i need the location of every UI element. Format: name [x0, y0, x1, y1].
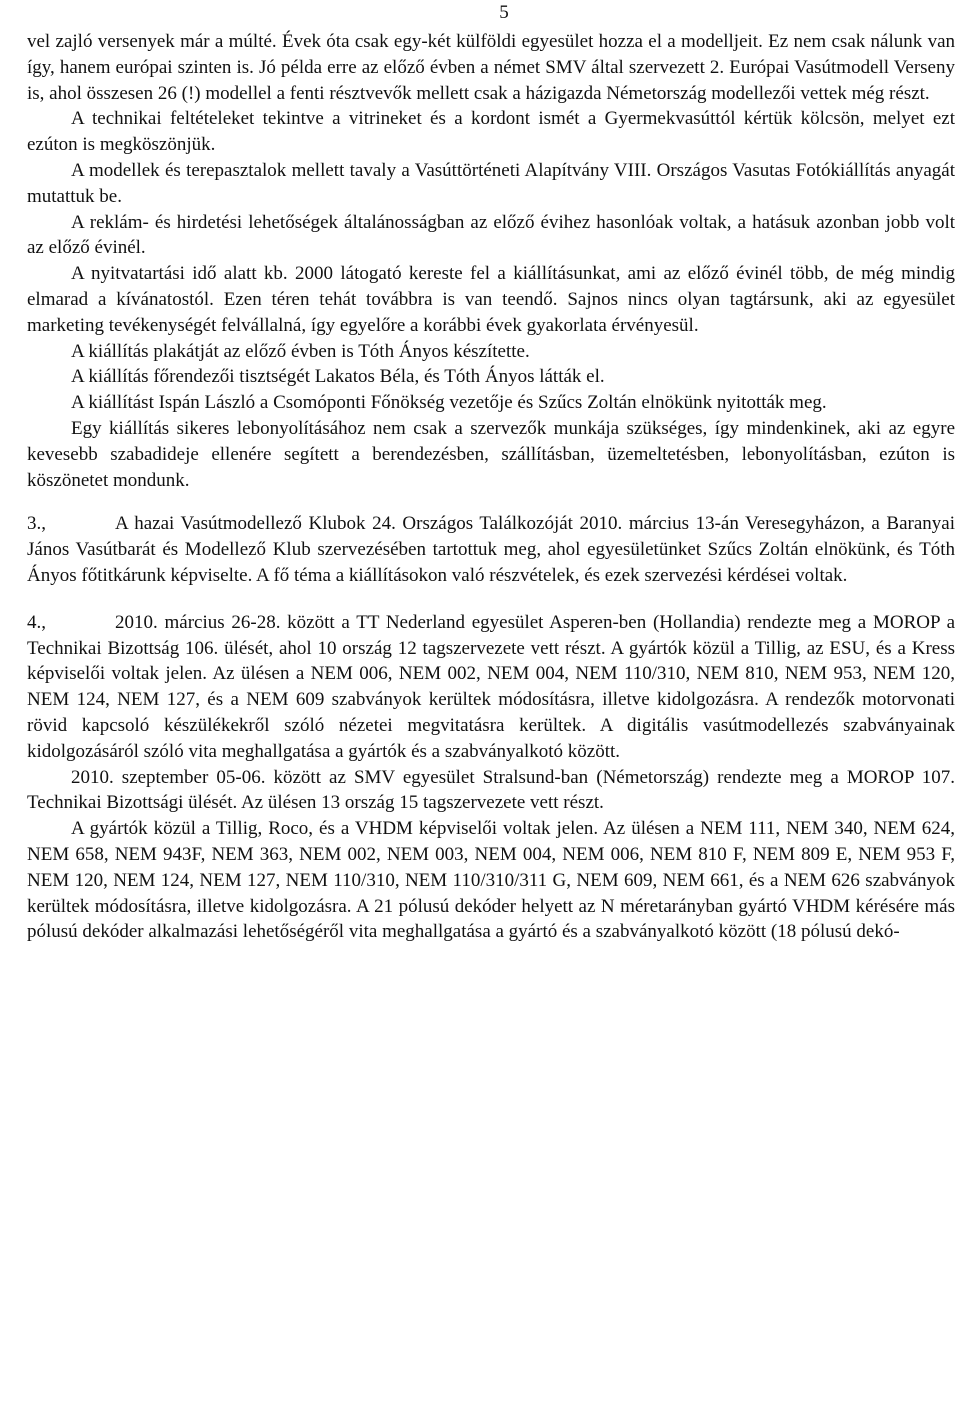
paragraph: A kiállítás plakátját az előző évben is Tóth Ányos készítette. — [71, 340, 530, 362]
numbered-section-4 — [27, 610, 955, 945]
section-number: 3., — [27, 513, 46, 535]
paragraph: A modellek és terepasztalok mellett tavaly a Vasúttörténeti Alapítvány VIII. Országos Vasutas Fotókiállítás anyagát mutattuk be. — [27, 159, 955, 207]
paragraph: A reklám- és hirdetési lehetőségek általánosságban az előző évihez hasonlóak voltak, a hatásuk azonban jobb volt az előző évinél. — [27, 211, 955, 259]
numbered-section-3 — [27, 511, 955, 588]
paragraph: A kiállítást Ispán László a Csomóponti Főnökség vezetője és Szűcs Zoltán elnökünk nyitották meg. — [71, 392, 827, 414]
paragraph: A hazai Vasútmodellező Klubok 24. Országos Találkozóját 2010. március 13-án Veresegyházon, a Baranyai János Vasútbarát és Modellező Klub szervezésében tartottuk meg, ahol egyesületünket Szűcs Zoltán elnökünk, és Tóth Ányos főtitkárunk képviselte. A fő téma a kiállításokon való részvételek, és ezek szervezési kérdései voltak. — [27, 513, 955, 586]
paragraph: 2010. március 26-28. között a TT Nederland egyesület Asperen-ben (Hollandia) rendezte meg a MOROP a Technikai Bizottság 106. ülését, ahol 10 ország 12 tagszervezete vett részt. A gyártók közül a Tillig, az ESU, és a Kress képviselői voltak jelen. Az ülésen a NEM 006, NEM 002, NEM 004, NEM 110/310, NEM 810, NEM 953, NEM 120, NEM 124, NEM 127, és a NEM 609 szabványok kerültek módosításra, illetve kidolgozásra. A rendezők motorvonati rövid kapcsoló készülékekről szóló nézetei megvitatásra kerültek. A digitális vasútmodellezés szabványainak kidolgozásáról szóló vita meghallgatása a gyártók és a szabványalkotó között. — [27, 611, 955, 762]
paragraph: A nyitvatartási idő alatt kb. 2000 látogató kereste fel a kiállításunkat, ami az előző évinél több, de még mindig elmarad a kívánatostól. Ezen téren tehát továbbra is van teendő. Sajnos nincs olyan tagtársunk, aki az egyesület marketing tevékenységét felvállalná, így egyelőre a korábbi évek gyakorlata érvényesül. — [27, 263, 955, 336]
paragraph: A kiállítás főrendezői tisztségét Lakatos Béla, és Tóth Ányos látták el. — [71, 366, 605, 388]
paragraph: A gyártók közül a Tillig, Roco, és a VHDM képviselői voltak jelen. Az ülésen a NEM 111, NEM 340, NEM 624, NEM 658, NEM 943F, NEM 363, NEM 002, NEM 003, NEM 004, NEM 006, NEM 810 F, NEM 809 E, NEM 953 F, NEM 120, NEM 124, NEM 127, NEM 110/310, NEM 110/310/311 G, NEM 609, NEM 661, és a NEM 626 szabványok kerültek módosításra, illetve kidolgozásra. A 21 pólusú dekóder helyett az N méretarányban gyártó VHDM kérésére más pólusú dekóder alkalmazási lehetőségéről vita meghallgatása a gyártó és a szabványalkotó között (18 pólusú dekó- — [27, 818, 955, 943]
paragraph: 2010. szeptember 05-06. között az SMV egyesület Stralsund-ban (Németország) rendezte meg a MOROP 107. Technikai Bizottsági ülését. Az ülésen 13 ország 15 tagszervezete vett részt. — [27, 766, 955, 814]
page-body — [27, 29, 955, 945]
paragraph: vel zajló versenyek már a múlté. Évek óta csak egy-két külföldi egyesület hozza el a modelljeit. Ez nem csak nálunk van így, hanem európai szinten is. Jó példa erre az előző évben a német SMV által szervezett 2. Európai Vasútmodell Verseny is, ahol összesen 26 (!) modellel a fenti résztvevők mellett csak a házigazda Németország modellezői vettek még részt. — [27, 31, 955, 104]
paragraph: Egy kiállítás sikeres lebonyolításához nem csak a szervezők munkája szükséges, így mindenkinek, aki az egyre kevesebb szabadideje ellenére segített a berendezésben, szállításban, üzemeltetésben, lebonyolításban, ezúton is köszönetet mondunk. — [27, 417, 955, 491]
page-number: 5 — [499, 2, 509, 23]
section-number: 4., — [27, 611, 46, 633]
paragraph: A technikai feltételeket tekintve a vitrineket és a kordont ismét a Gyermekvasúttól kértük kölcsön, melyet ezt ezúton is megköszönjük. — [27, 108, 955, 156]
